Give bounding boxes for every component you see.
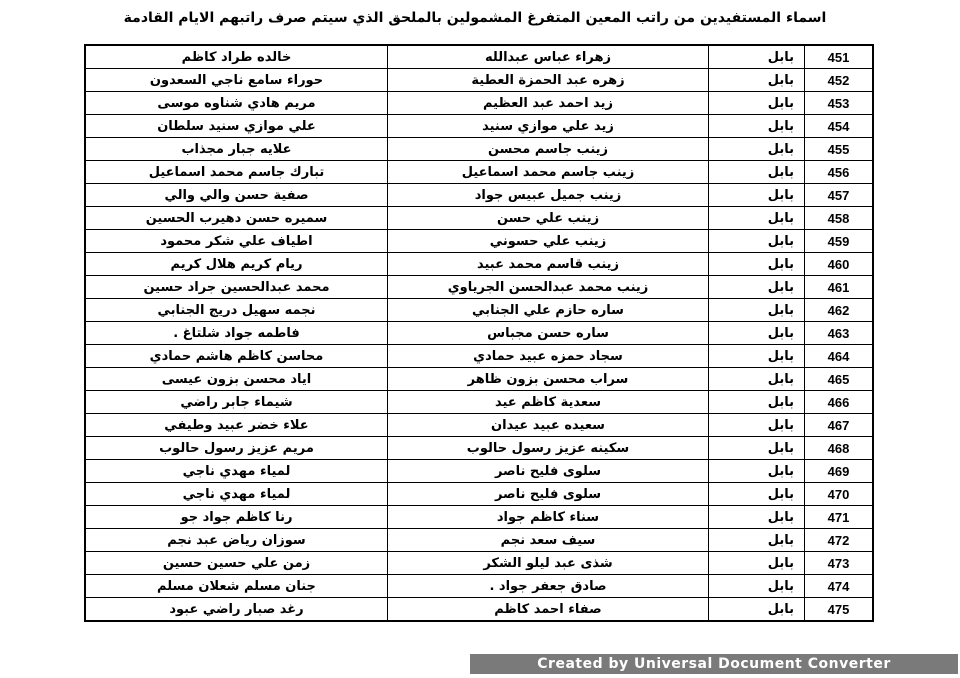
table-row <box>85 230 873 253</box>
table-row <box>85 184 873 207</box>
caregiver-name-cell: علي موازي سنيد سلطان <box>85 115 388 138</box>
caregiver-name-cell: علاء خضر عبيد وطيفي <box>85 414 388 437</box>
beneficiary-name-cell: زيد علي موازي سنيد <box>388 115 709 138</box>
province-cell: بابل <box>709 598 805 622</box>
province-cell: بابل <box>709 230 805 253</box>
document-title: اسماء المستفيدين من راتب المعين المتفرغ المشمولين بالملحق الذي سيتم صرف راتبهم الايام القادمة <box>123 10 827 26</box>
caregiver-name-cell: سوزان رياض عبد نجم <box>85 529 388 552</box>
caregiver-name-cell: خالده طراد كاظم <box>85 45 388 69</box>
row-number-cell: 475 <box>805 598 874 622</box>
beneficiary-name-cell: زهره عبد الحمزة العطية <box>388 69 709 92</box>
beneficiary-name-cell: زينب جاسم محسن <box>388 138 709 161</box>
table-row <box>85 460 873 483</box>
beneficiary-name-cell: سعيده عبيد عيدان <box>388 414 709 437</box>
beneficiary-name-cell: زيد احمد عبد العظيم <box>388 92 709 115</box>
caregiver-name-cell: حوراء سامع ناجي السعدون <box>85 69 388 92</box>
table-row <box>85 322 873 345</box>
province-cell: بابل <box>709 368 805 391</box>
province-cell: بابل <box>709 552 805 575</box>
beneficiary-name-cell: زينب جميل عبيس جواد <box>388 184 709 207</box>
table-row <box>85 483 873 506</box>
province-cell: بابل <box>709 253 805 276</box>
caregiver-name-cell: علايه جبار مجذاب <box>85 138 388 161</box>
table-row <box>85 345 873 368</box>
row-number-cell: 460 <box>805 253 874 276</box>
table-row <box>85 253 873 276</box>
caregiver-name-cell: صفية حسن والي والي <box>85 184 388 207</box>
beneficiary-name-cell: سجاد حمزه عبيد حمادي <box>388 345 709 368</box>
province-cell: بابل <box>709 184 805 207</box>
caregiver-name-cell: محاسن كاظم هاشم حمادي <box>85 345 388 368</box>
row-number-cell: 462 <box>805 299 874 322</box>
table-row <box>85 276 873 299</box>
caregiver-name-cell: لمياء مهدي ناجي <box>85 460 388 483</box>
beneficiary-name-cell: زينب علي حسوني <box>388 230 709 253</box>
province-cell: بابل <box>709 345 805 368</box>
row-number-cell: 464 <box>805 345 874 368</box>
beneficiaries-table-body <box>85 45 873 621</box>
caregiver-name-cell: زمن علي حسين حسين <box>85 552 388 575</box>
row-number-cell: 452 <box>805 69 874 92</box>
beneficiary-name-cell: ساره حازم علي الجنابي <box>388 299 709 322</box>
row-number-cell: 461 <box>805 276 874 299</box>
row-number-cell: 472 <box>805 529 874 552</box>
province-cell: بابل <box>709 299 805 322</box>
province-cell: بابل <box>709 506 805 529</box>
beneficiary-name-cell: زينب علي حسن <box>388 207 709 230</box>
table-row <box>85 115 873 138</box>
row-number-cell: 466 <box>805 391 874 414</box>
beneficiary-name-cell: زينب محمد عبدالحسن الجرياوي <box>388 276 709 299</box>
table-row <box>85 45 873 69</box>
table-row <box>85 506 873 529</box>
province-cell: بابل <box>709 460 805 483</box>
table-row <box>85 575 873 598</box>
province-cell: بابل <box>709 391 805 414</box>
caregiver-name-cell: شيماء جابر راضي <box>85 391 388 414</box>
row-number-cell: 459 <box>805 230 874 253</box>
province-cell: بابل <box>709 69 805 92</box>
province-cell: بابل <box>709 207 805 230</box>
beneficiary-name-cell: صفاء احمد كاظم <box>388 598 709 622</box>
row-number-cell: 458 <box>805 207 874 230</box>
caregiver-name-cell: ريام كريم هلال كريم <box>85 253 388 276</box>
caregiver-name-cell: تبارك جاسم محمد اسماعيل <box>85 161 388 184</box>
province-cell: بابل <box>709 575 805 598</box>
row-number-cell: 469 <box>805 460 874 483</box>
caregiver-name-cell: محمد عبدالحسين جراد حسين <box>85 276 388 299</box>
row-number-cell: 453 <box>805 92 874 115</box>
row-number-cell: 474 <box>805 575 874 598</box>
beneficiary-name-cell: سناء كاظم جواد <box>388 506 709 529</box>
beneficiary-name-cell: زهراء عباس عبدالله <box>388 45 709 69</box>
table-row <box>85 437 873 460</box>
caregiver-name-cell: جنان مسلم شعلان مسلم <box>85 575 388 598</box>
caregiver-name-cell: نجمه سهيل دريج الجنابي <box>85 299 388 322</box>
beneficiary-name-cell: سراب محسن بزون ظاهر <box>388 368 709 391</box>
table-row <box>85 299 873 322</box>
beneficiary-name-cell: سلوى فليح ناصر <box>388 483 709 506</box>
table-row <box>85 138 873 161</box>
caregiver-name-cell: مريم عزيز رسول حالوب <box>85 437 388 460</box>
province-cell: بابل <box>709 138 805 161</box>
caregiver-name-cell: سميره حسن دهيرب الحسين <box>85 207 388 230</box>
beneficiary-name-cell: سلوى فليح ناصر <box>388 460 709 483</box>
table-row <box>85 529 873 552</box>
province-cell: بابل <box>709 161 805 184</box>
table-row <box>85 368 873 391</box>
caregiver-name-cell: فاطمه جواد شلتاغ . <box>85 322 388 345</box>
table-row <box>85 207 873 230</box>
table-row <box>85 92 873 115</box>
province-cell: بابل <box>709 115 805 138</box>
province-cell: بابل <box>709 483 805 506</box>
beneficiary-name-cell: زينب قاسم محمد عبيد <box>388 253 709 276</box>
beneficiary-name-cell: سكينه عزيز رسول حالوب <box>388 437 709 460</box>
province-cell: بابل <box>709 276 805 299</box>
caregiver-name-cell: رنا كاظم جواد جو <box>85 506 388 529</box>
row-number-cell: 470 <box>805 483 874 506</box>
province-cell: بابل <box>709 92 805 115</box>
beneficiary-name-cell: ساره حسن مجباس <box>388 322 709 345</box>
table-row <box>85 69 873 92</box>
row-number-cell: 455 <box>805 138 874 161</box>
beneficiary-name-cell: زينب جاسم محمد اسماعيل <box>388 161 709 184</box>
converter-watermark: Created by Universal Document Converter <box>470 654 958 674</box>
row-number-cell: 467 <box>805 414 874 437</box>
row-number-cell: 463 <box>805 322 874 345</box>
table-row <box>85 598 873 622</box>
beneficiaries-table <box>84 44 874 622</box>
caregiver-name-cell: لمياء مهدي ناجي <box>85 483 388 506</box>
table-row <box>85 161 873 184</box>
table-row <box>85 552 873 575</box>
row-number-cell: 468 <box>805 437 874 460</box>
beneficiary-name-cell: صادق جعفر جواد . <box>388 575 709 598</box>
table-row <box>85 414 873 437</box>
caregiver-name-cell: اطياف علي شكر محمود <box>85 230 388 253</box>
row-number-cell: 456 <box>805 161 874 184</box>
beneficiary-name-cell: شذى عبد ليلو الشكر <box>388 552 709 575</box>
row-number-cell: 454 <box>805 115 874 138</box>
caregiver-name-cell: مريم هادي شناوه موسى <box>85 92 388 115</box>
province-cell: بابل <box>709 437 805 460</box>
caregiver-name-cell: رغد صبار راضي عبود <box>85 598 388 622</box>
beneficiary-name-cell: سيف سعد نجم <box>388 529 709 552</box>
caregiver-name-cell: اياد محسن بزون عيسى <box>85 368 388 391</box>
row-number-cell: 471 <box>805 506 874 529</box>
row-number-cell: 457 <box>805 184 874 207</box>
row-number-cell: 473 <box>805 552 874 575</box>
row-number-cell: 465 <box>805 368 874 391</box>
province-cell: بابل <box>709 322 805 345</box>
province-cell: بابل <box>709 414 805 437</box>
province-cell: بابل <box>709 529 805 552</box>
row-number-cell: 451 <box>805 45 874 69</box>
table-row <box>85 391 873 414</box>
province-cell: بابل <box>709 45 805 69</box>
beneficiary-name-cell: سعدية كاظم عيد <box>388 391 709 414</box>
